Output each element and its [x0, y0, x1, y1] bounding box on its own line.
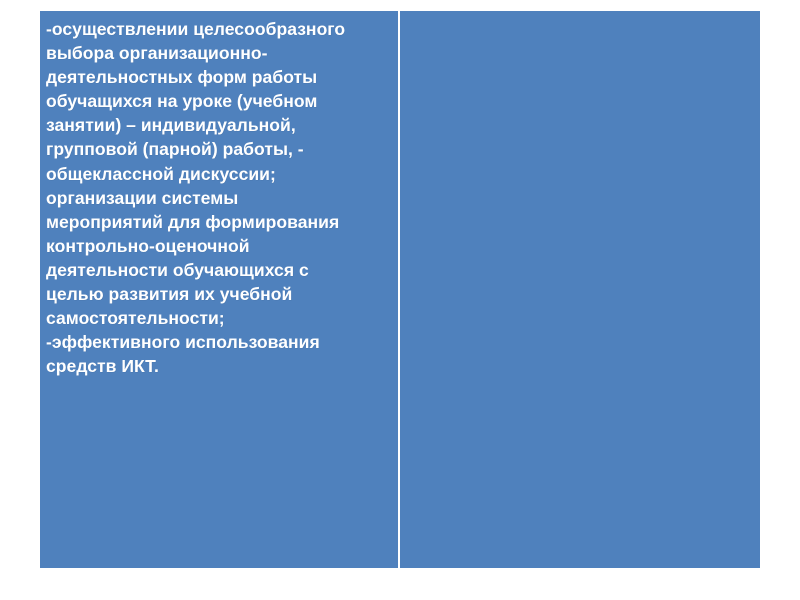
- text-line: занятии) – индивидуальной,: [46, 115, 296, 136]
- text-line: деятельности обучающихся с: [46, 259, 309, 280]
- text-line: средств ИКТ.: [46, 356, 159, 377]
- table-cell-right: [400, 11, 760, 568]
- text-line: обучащихся на уроке (учебном: [46, 91, 318, 112]
- text-line: самостоятельности;: [46, 308, 225, 329]
- text-line: -эффективного использования: [46, 332, 320, 353]
- text-line: общеклассной дискуссии;: [46, 163, 276, 184]
- text-line: мероприятий для формирования: [46, 211, 340, 232]
- content-table: [40, 10, 760, 568]
- text-line: деятельностных форм работы: [46, 67, 318, 88]
- text-line: -осуществлении целесообразного: [46, 19, 346, 39]
- text-line: целью развития их учебной: [46, 284, 293, 305]
- text-line: групповой (парной) работы, -: [46, 139, 304, 160]
- text-line: организации системы: [46, 187, 239, 208]
- text-line: контрольно-оценочной: [46, 235, 250, 256]
- text-line: выбора организационно-: [46, 43, 268, 64]
- table-cell-left: [40, 11, 398, 568]
